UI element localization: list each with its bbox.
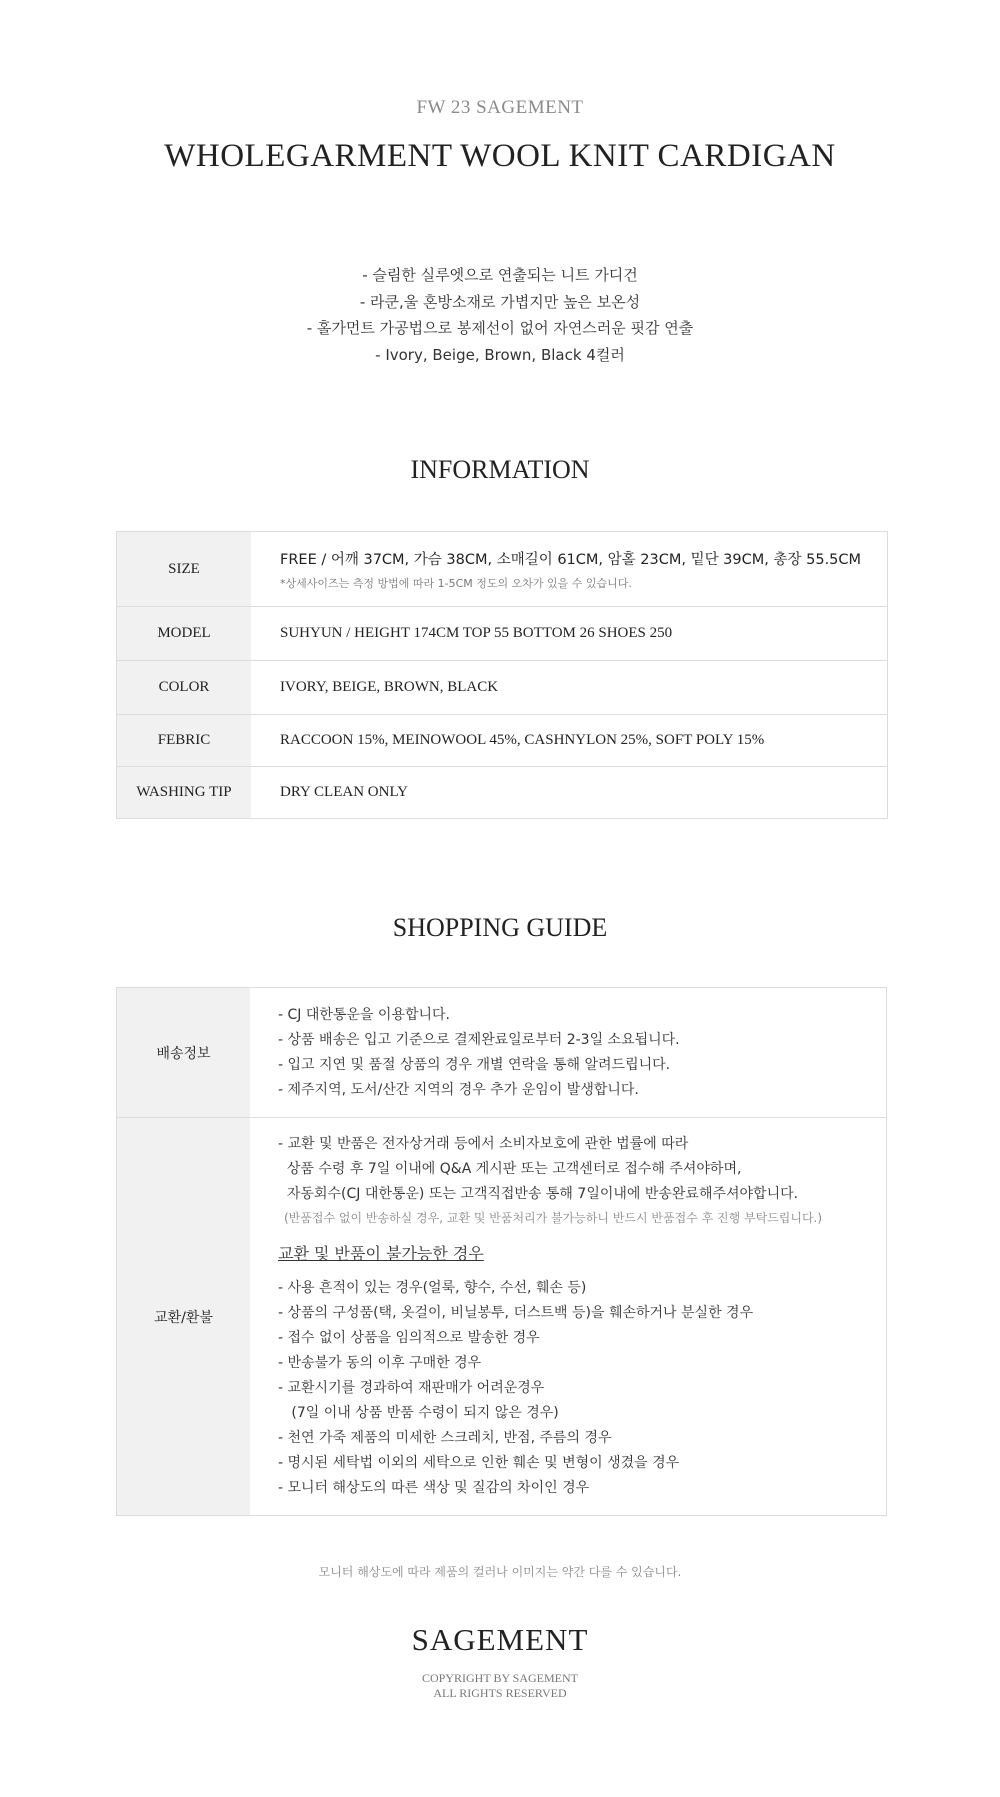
condition-item: (7일 이내 상품 반품 수령이 되지 않은 경우) (278, 1405, 559, 1421)
info-value-fabric: RACCOON 15%, MEINOWOOL 45%, CASHNYLON 25%, SOFT POLY 15% (251, 715, 888, 767)
non-returnable-heading: 교환 및 반품이 불가능한 경우 (278, 1244, 484, 1263)
info-label-size: SIZE (117, 532, 252, 607)
condition-item: - 사용 흔적이 있는 경우(얼룩, 향수, 수선, 훼손 등) (278, 1280, 587, 1296)
collection-subtitle: FW 23 SAGEMENT (416, 97, 584, 118)
shipping-label: 배송정보 (117, 988, 251, 1118)
info-value-model: SUHYUN / HEIGHT 174CM TOP 55 BOTTOM 26 SHOES 250 (251, 607, 888, 661)
feature-item: - 슬림한 실루엣으로 연출되는 니트 가디건 (362, 266, 638, 284)
shopping-guide-heading: SHOPPING GUIDE (392, 913, 608, 942)
size-note: *상세사이즈는 측정 방법에 따라 1-5CM 정도의 오차가 있을 수 있습니다. (280, 576, 632, 590)
feature-list (0, 262, 1000, 368)
table-row (117, 988, 887, 1118)
size-value: FREE / 어깨 37CM, 가슴 38CM, 소매길이 61CM, 암홀 23CM, 밑단 39CM, 총장 55.5CM (280, 551, 862, 568)
shipping-line: - 상품 배송은 입고 기준으로 결제완료일로부터 2-3일 소요됩니다. (278, 1031, 680, 1048)
table-row (117, 661, 888, 715)
exchange-note: (반품접수 없이 반송하실 경우, 교환 및 반품처리가 불가능하니 반드시 반품접수 후 진행 부탁드립니다.) (284, 1211, 823, 1225)
table-row (117, 607, 888, 661)
information-heading: INFORMATION (410, 455, 590, 484)
exchange-line: - 교환 및 반품은 전자상거래 등에서 소비자보호에 관한 법률에 따라 (278, 1136, 689, 1152)
condition-item: - 접수 없이 상품을 임의적으로 발송한 경우 (278, 1330, 540, 1346)
info-label-fabric: FEBRIC (117, 715, 252, 767)
brand-logo: SAGEMENT (411, 1622, 589, 1657)
condition-item: - 상품의 구성품(택, 옷걸이, 비닐봉투, 더스트백 등)을 훼손하거나 분실한 경우 (278, 1305, 754, 1321)
condition-item: - 반송불가 동의 이후 구매한 경우 (278, 1355, 482, 1371)
info-value-size (251, 532, 888, 607)
shipping-line: - 입고 지연 및 품절 상품의 경우 개별 연락을 통해 알려드립니다. (278, 1056, 671, 1073)
rights-line: ALL RIGHTS RESERVED (433, 1686, 567, 1700)
shopping-guide-table (116, 987, 887, 1516)
condition-item: - 교환시기를 경과하여 재판매가 어려운경우 (278, 1380, 545, 1396)
product-title: WHOLEGARMENT WOOL KNIT CARDIGAN (164, 138, 836, 174)
info-label-color: COLOR (117, 661, 252, 715)
exchange-label: 교환/환불 (117, 1118, 251, 1516)
exchange-line: 상품 수령 후 7일 이내에 Q&A 게시판 또는 고객센터로 접수해 주셔야하며, (278, 1161, 742, 1177)
feature-item: - Ivory, Beige, Brown, Black 4컬러 (375, 345, 625, 364)
condition-item: - 모니터 해상도의 따른 색상 및 질감의 차이인 경우 (278, 1480, 590, 1496)
info-label-model: MODEL (117, 607, 252, 661)
table-row (117, 1118, 887, 1516)
shipping-line: - 제주지역, 도서/산간 지역의 경우 추가 운임이 발생합니다. (278, 1081, 639, 1098)
condition-item: - 천연 가죽 제품의 미세한 스크레치, 반점, 주름의 경우 (278, 1430, 612, 1446)
table-row (117, 532, 888, 607)
table-row (117, 715, 888, 767)
information-table (116, 531, 888, 819)
table-row (117, 767, 888, 819)
shipping-line: - CJ 대한통운을 이용합니다. (278, 1006, 450, 1023)
condition-item: - 명시된 세탁법 이외의 세탁으로 인한 훼손 및 변형이 생겼을 경우 (278, 1455, 680, 1471)
info-label-washing: WASHING TIP (117, 767, 252, 819)
info-value-washing: DRY CLEAN ONLY (280, 784, 408, 800)
shipping-info (250, 988, 887, 1118)
info-value-color: IVORY, BEIGE, BROWN, BLACK (251, 661, 888, 715)
exchange-line: 자동회수(CJ 대한통운) 또는 고객직접반송 통해 7일이내에 반송완료해주셔야합니다. (278, 1186, 799, 1202)
feature-item: - 라쿤,울 혼방소재로 가볍지만 높은 보온성 (359, 292, 641, 311)
feature-item: - 홀가먼트 가공법으로 봉제선이 없어 자연스러운 핏감 연출 (306, 319, 694, 337)
exchange-info (250, 1118, 887, 1516)
monitor-disclaimer: 모니터 해상도에 따라 제품의 컬러나 이미지는 약간 다를 수 있습니다. (318, 1565, 682, 1579)
copyright-line: COPYRIGHT BY SAGEMENT (421, 1671, 578, 1685)
